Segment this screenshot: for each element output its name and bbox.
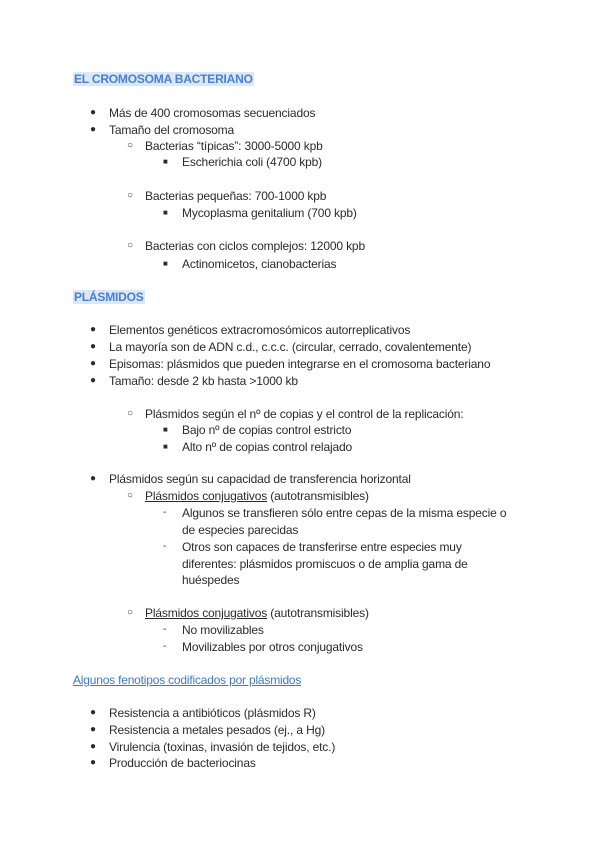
conjugativos-title: Plásmidos conjugativos <box>145 606 268 620</box>
square-marker: ■ <box>163 259 168 268</box>
list-item: Bajo nº de copias control estricto <box>182 423 352 437</box>
bullet-marker: ● <box>90 107 97 118</box>
list-item: Resistencia a antibióticos (plásmidos R) <box>109 706 316 720</box>
conjugativos-title: Plásmidos conjugativos <box>145 489 268 503</box>
dash-marker: - <box>163 507 167 518</box>
list-item: Mycoplasma genitalium (700 kpb) <box>182 206 357 220</box>
conjugativos-suffix: (autotransmisibles) <box>267 489 369 503</box>
list-item: Movilizables por otros conjugativos <box>182 640 363 654</box>
dash-marker: - <box>163 624 167 635</box>
circle-marker: ○ <box>127 607 134 618</box>
bullet-marker: ● <box>90 741 97 752</box>
list-item: Escherichia coli (4700 kpb) <box>182 155 323 169</box>
bullet-marker: ● <box>90 707 97 718</box>
square-marker: ■ <box>163 442 168 451</box>
list-item: Tamaño: desde 2 kb hasta >1000 kb <box>109 374 298 388</box>
list-item: Virulencia (toxinas, invasión de tejidos, etc.) <box>109 740 336 754</box>
bullet-marker: ● <box>90 757 97 768</box>
circle-marker: ○ <box>127 240 134 251</box>
list-item: Alto nº de copias control relajado <box>182 440 353 454</box>
list-item <box>145 489 369 503</box>
list-item: Resistencia a metales pesados (ej., a Hg) <box>109 723 325 737</box>
section-heading-plasmidos: PLÁSMIDOS <box>74 290 144 304</box>
dash-marker: - <box>163 541 167 552</box>
conjugativos-suffix: (autotransmisibles) <box>267 606 369 620</box>
list-item: Algunos se transfieren sólo entre cepas de la misma especie o <box>182 506 507 520</box>
list-item: Más de 400 cromosomas secuenciados <box>109 106 316 120</box>
circle-marker: ○ <box>127 190 134 201</box>
circle-marker: ○ <box>127 140 134 151</box>
list-item: Plásmidos según su capacidad de transferencia horizontal <box>109 472 411 486</box>
list-item <box>145 606 369 620</box>
list-item: Producción de bacteriocinas <box>109 756 256 770</box>
list-item: Bacterias “típicas”: 3000-5000 kpb <box>145 139 323 153</box>
section-heading-cromosoma: EL CROMOSOMA BACTERIANO <box>74 72 253 86</box>
list-item: Elementos genéticos extracromosómicos autorreplicativos <box>109 323 411 337</box>
bullet-marker: ● <box>90 724 97 735</box>
bullet-marker: ● <box>90 473 97 484</box>
square-marker: ■ <box>163 157 168 166</box>
section-heading-fenotipos-link[interactable]: Algunos fenotipos codificados por plásmidos <box>73 673 302 687</box>
list-item-continuation: de especies parecidas <box>182 523 299 537</box>
list-item: Bacterias con ciclos complejos: 12000 kpb <box>145 239 365 253</box>
list-item: No movilizables <box>182 623 264 637</box>
bullet-marker: ● <box>90 324 97 335</box>
list-item: La mayoría son de ADN c.d., c.c.c. (circular, cerrado, covalentemente) <box>109 340 472 354</box>
list-item: Episomas: plásmidos que pueden integrarse en el cromosoma bacteriano <box>109 357 491 371</box>
list-item: Plásmidos según el nº de copias y el control de la replicación: <box>145 407 464 421</box>
list-item-continuation: huéspedes <box>182 573 240 587</box>
square-marker: ■ <box>163 208 168 217</box>
list-item: Bacterias pequeñas: 700-1000 kpb <box>145 189 327 203</box>
list-item: Tamaño del cromosoma <box>109 123 235 137</box>
list-item-continuation: diferentes: plásmidos promiscuos o de amplia gama de <box>182 557 468 571</box>
bullet-marker: ● <box>90 124 97 135</box>
bullet-marker: ● <box>90 375 97 386</box>
list-item: Otros son capaces de transferirse entre especies muy <box>182 540 462 554</box>
dash-marker: - <box>163 641 167 652</box>
circle-marker: ○ <box>127 408 134 419</box>
list-item: Actinomicetos, cianobacterias <box>182 257 337 271</box>
square-marker: ■ <box>163 425 168 434</box>
bullet-marker: ● <box>90 358 97 369</box>
circle-marker: ○ <box>127 490 134 501</box>
bullet-marker: ● <box>90 341 97 352</box>
